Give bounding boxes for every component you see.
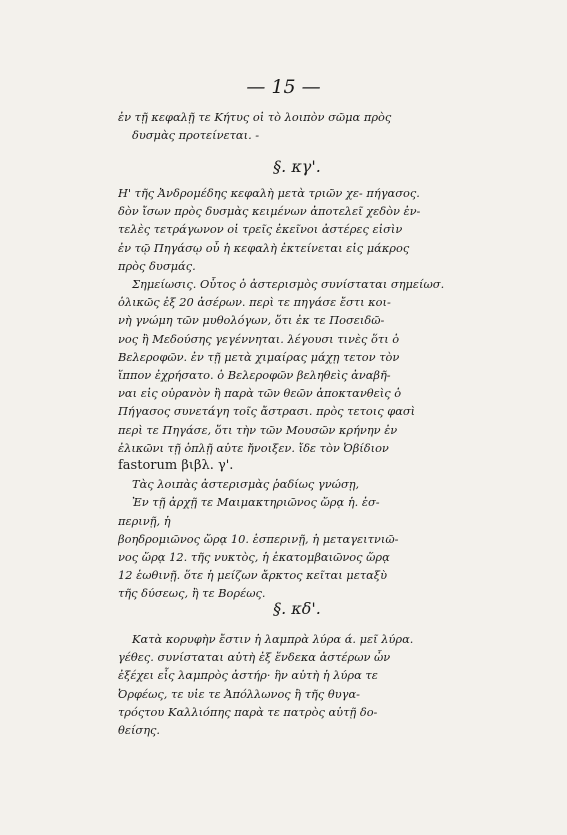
text-line: Η' τῆς Ἀνδρομέδης κεφαλὴ μετὰ τριῶν χε- πήγασος. xyxy=(118,186,420,200)
text-line: ἐν τῷ Πηγάσῳ οὗ ἡ κεφαλὴ ἐκτείνεται εἰς μάκρος xyxy=(118,240,410,255)
text-line: Τὰς λοιπὰς ἀστερισμὰς ῥαδίως γνώσῃ, xyxy=(132,477,360,492)
text-line: νος ἢ Μεδούσης γεγέννηται. λέγουσι τινὲς ὅτι ὁ xyxy=(118,331,400,346)
text-line: ἵππον ἐχρήσατο. ὁ Βελεροφῶν βεληθεὶς ἀναβῆ- xyxy=(118,368,391,383)
text-line: τελὲς τετράγωνον οἱ τρεῖς ἐκεῖνοι ἀστέρες εἰσὶν xyxy=(118,222,403,237)
text-line: ἐν τῇ κεφαλῇ τε Κήτυς οἱ τὸ λοιπὸν σῶμα πρὸς xyxy=(118,110,392,124)
intro-paragraph xyxy=(118,108,476,144)
text-line: Βελεροφῶν. ἐν τῇ μετὰ χιμαίρας μάχῃ τετον τὸν xyxy=(118,349,400,364)
text-line: Πήγασος συνετάγη τοῖς ἄστρασι. πρὸς τετοις φασὶ xyxy=(118,404,416,419)
text-line: ἐλικῶνι τῇ ὁπλῇ αὐτε ἤνοιξεν. ἴδε τὸν Ὀβίδιον xyxy=(118,440,389,455)
text-line: ὁλικῶς ἐξ 20 ἀσέρων. περὶ τε πηγάσε ἔστι κοι- xyxy=(118,295,391,310)
section-heading: §. κδ'. xyxy=(273,599,321,618)
text-line: νὴ γνώμη τῶν μυθολόγων, ὅτι ἐκ τε Ποσειδῶ- xyxy=(118,313,385,328)
latin-reference-line: fastorum βιβλ. γ'. xyxy=(118,458,234,474)
text-line: περινῇ, ἡ xyxy=(118,513,171,528)
text-line: πρὸς δυσμάς. xyxy=(118,258,196,273)
text-line: ναι εἰς οὐρανὸν ἢ παρὰ τῶν θεῶν ἀποκτανθεὶς ὁ xyxy=(118,386,402,401)
text-line: Ὀρφέως, τε υἱε τε Ἀπόλλωνος ἢ τῆς θυγα- xyxy=(118,686,361,701)
text-line: ἐξέχει εἷς λαμπρὸς ἀστήρ· ἣν αὐτὴ ἡ λύρα τε xyxy=(118,668,378,683)
text-line: Σημείωσις. Οὗτος ὁ ἀστερισμὸς συνίσταται σημείωσ. xyxy=(132,277,445,292)
text-line: δυσμὰς προτείνεται. - xyxy=(132,128,260,143)
text-line: 12 ἑωθινῇ. ὅτε ἡ μείζων ἄρκτος κεῖται μεταξὺ xyxy=(118,568,388,583)
text-line: νος ὥρᾳ 12. τῆς νυκτὸς, ἡ ἑκατομβαιῶνος ὥρᾳ xyxy=(118,550,390,565)
section-kg xyxy=(118,150,476,603)
text-line: θείσης. xyxy=(118,723,161,738)
text-line: βοηδρομιῶνος ὥρᾳ 10. ἑσπερινῇ, ἡ μεταγειτνιῶ- xyxy=(118,531,399,546)
text-line: δὸν ἴσων πρὸς δυσμὰς κειμένων ἀποτελεῖ χεδὸν ἐν- xyxy=(118,204,421,219)
text-line: Ἐν τῇ ἀρχῇ τε Μαιμακτηριῶνος ὥρᾳ ἡ. ἑσ- xyxy=(132,495,380,510)
section-kd xyxy=(118,590,476,739)
text-line: τρόςτου Καλλιόπης παρὰ τε πατρὸς αὐτῇ δο- xyxy=(118,704,378,719)
text-line: περὶ τε Πηγάσε, ὅτι τὴν τῶν Μουσῶν κρήνην ἐν xyxy=(118,422,398,437)
section-heading: §. κγ'. xyxy=(273,157,321,176)
text-line: γέθες. συνίσταται αὐτὴ ἐξ ἕνδεκα ἀστέρων ὧν xyxy=(118,650,391,665)
text-line: Κατὰ κορυφὴν ἔστιν ἡ λαμπρὰ λύρα ά. μεῖ λύρα. xyxy=(132,632,414,646)
text-line: τῆς δύσεως, ἢ τε Βορέως. xyxy=(118,586,266,601)
page-number: — 15 — xyxy=(246,76,321,98)
